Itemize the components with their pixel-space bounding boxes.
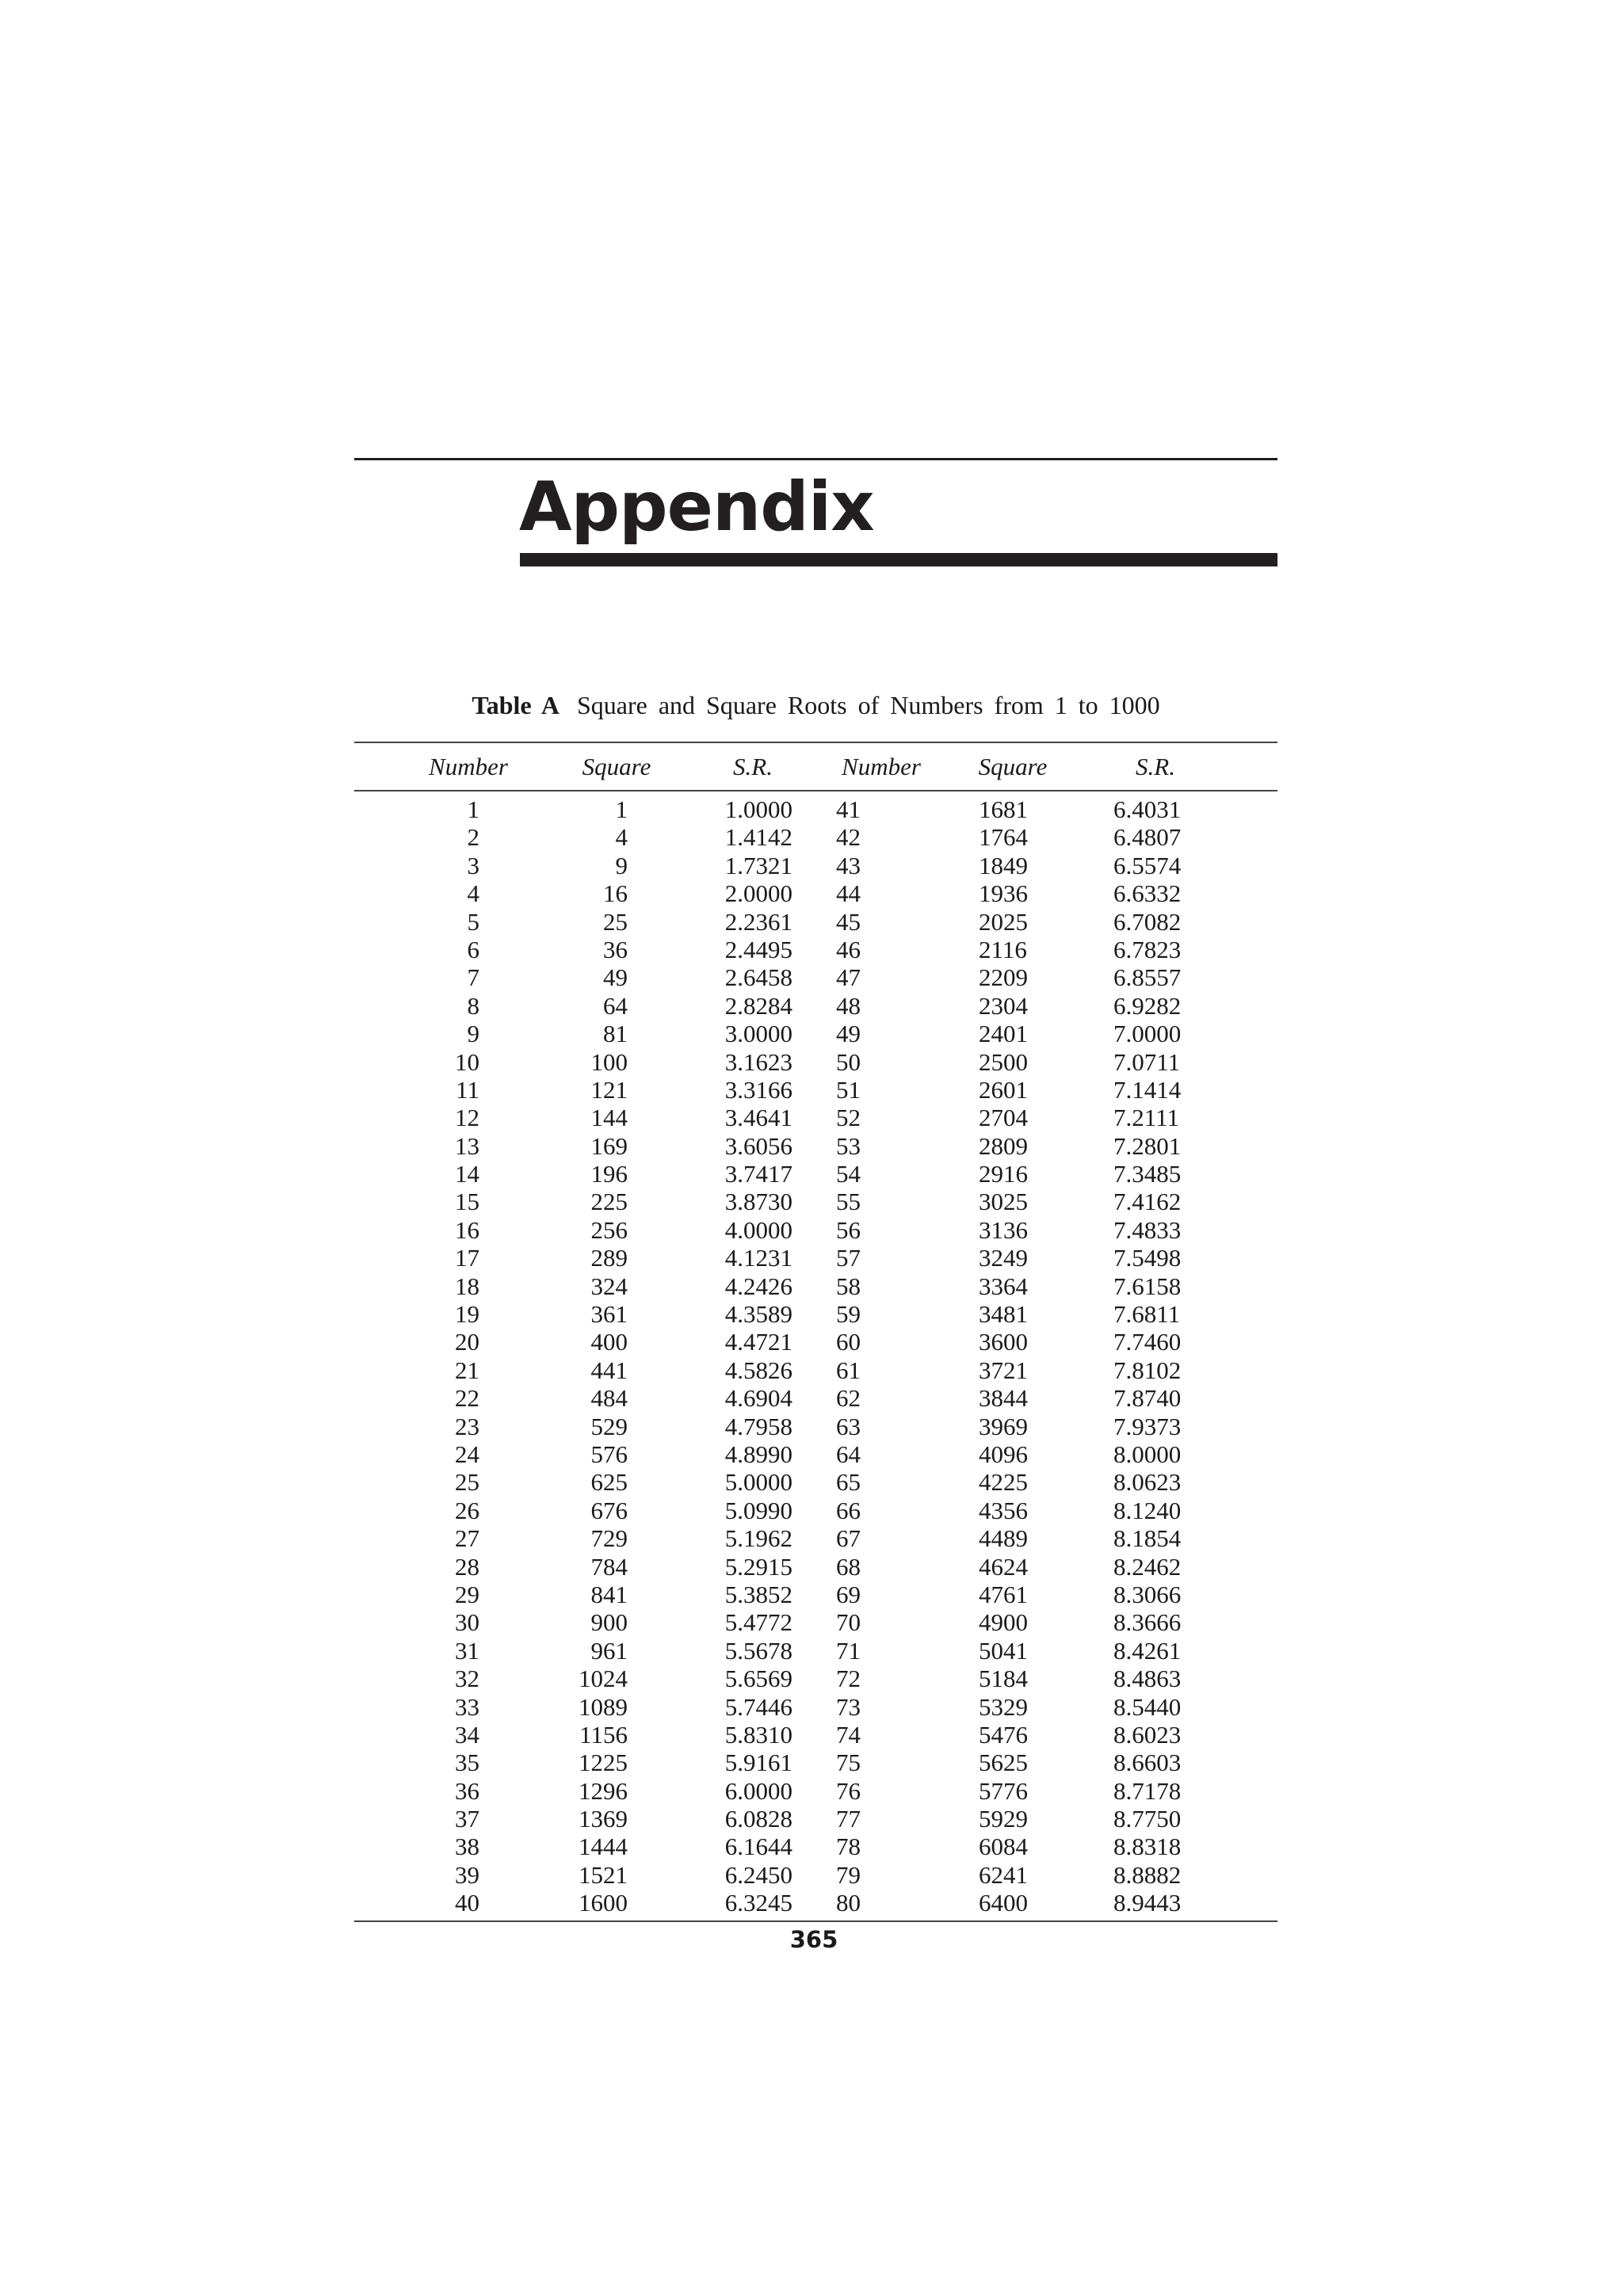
table-cell: 12 <box>455 1104 479 1132</box>
table-cell: 2 <box>467 823 479 852</box>
table-cell: 4096 <box>979 1440 1028 1468</box>
table-cell: 3 <box>467 851 479 879</box>
table-cell: 225 <box>590 1188 628 1216</box>
table-cell: 48 <box>836 991 861 1020</box>
table-cell: 484 <box>590 1384 628 1413</box>
table-cell: 8.7750 <box>1113 1805 1182 1833</box>
table-cell: 4356 <box>979 1496 1028 1524</box>
table-cell: 33 <box>455 1692 479 1721</box>
header-square-2: Square <box>978 753 1048 780</box>
header-number-1: Number <box>429 753 508 780</box>
table-cell: 35 <box>455 1749 479 1777</box>
table-cell: 7.4833 <box>1113 1215 1182 1244</box>
table-cell: 8.0000 <box>1113 1440 1182 1468</box>
table-cell: 6400 <box>979 1889 1028 1917</box>
table-cell: 25 <box>455 1468 479 1497</box>
table-cell: 8.4261 <box>1113 1636 1182 1665</box>
table-cell: 1600 <box>579 1889 628 1917</box>
table-cell: 4.0000 <box>724 1215 792 1244</box>
table-cell: 7.2801 <box>1113 1131 1182 1160</box>
table-cell: 7.8102 <box>1113 1356 1182 1384</box>
table-cell: 1.4142 <box>724 823 792 852</box>
table-cell: 2025 <box>979 907 1028 936</box>
table-cell: 6.7082 <box>1113 907 1182 936</box>
table-cell: 2916 <box>979 1160 1028 1188</box>
table-cell: 1225 <box>579 1749 628 1777</box>
table-cell: 1369 <box>579 1805 628 1833</box>
table-cell: 32 <box>455 1665 479 1693</box>
table-cell: 30 <box>455 1608 479 1637</box>
table-cell: 5.4772 <box>724 1608 792 1637</box>
table-cell: 63 <box>836 1412 861 1440</box>
table-cell: 7.2111 <box>1113 1104 1179 1132</box>
table-cell: 7.5498 <box>1113 1244 1182 1272</box>
table-cell: 3969 <box>979 1412 1028 1440</box>
table-cell: 6 <box>467 935 479 963</box>
table-cell: 26 <box>455 1496 479 1524</box>
table-cell: 8.2462 <box>1113 1552 1182 1581</box>
table-cell: 34 <box>455 1720 479 1749</box>
table-cell: 8.0623 <box>1113 1468 1182 1497</box>
table-cell: 2.0000 <box>724 879 792 908</box>
table-cell: 4.4721 <box>724 1328 792 1356</box>
table-cell: 16 <box>603 879 628 908</box>
table-cell: 1089 <box>579 1692 628 1721</box>
table-cell: 8.6023 <box>1113 1720 1182 1749</box>
table-cell: 4 <box>615 823 628 852</box>
table-cell: 8.9443 <box>1113 1889 1182 1917</box>
table-cell: 3844 <box>979 1384 1028 1413</box>
table-cell: 5.0990 <box>724 1496 792 1524</box>
table-cell: 8.8318 <box>1113 1833 1182 1861</box>
table-cell: 1849 <box>979 851 1028 879</box>
table-cell: 42 <box>836 823 861 852</box>
column-number-1 <box>432 795 479 1917</box>
table-cell: 2.8284 <box>724 991 792 1020</box>
table-cell: 196 <box>590 1160 628 1188</box>
table-cell: 9 <box>467 1020 479 1048</box>
table-caption-text: Square and Square Roots of Numbers from 1 to 1000 <box>576 691 1160 719</box>
table-cell: 5184 <box>979 1665 1028 1693</box>
table-cell: 5776 <box>979 1776 1028 1805</box>
table-cell: 8.6603 <box>1113 1749 1182 1777</box>
table-cell: 144 <box>590 1104 628 1132</box>
header-square-1: Square <box>582 753 651 780</box>
table-cell: 2.6458 <box>724 963 792 992</box>
table-cell: 7.6811 <box>1113 1300 1181 1329</box>
table-cell: 1.7321 <box>724 851 792 879</box>
table-cell: 289 <box>590 1244 628 1272</box>
table-cell: 43 <box>836 851 861 879</box>
table-cell: 8.7178 <box>1113 1776 1182 1805</box>
table-cell: 9 <box>615 851 628 879</box>
table-cell: 24 <box>455 1440 479 1468</box>
table-cell: 100 <box>590 1047 628 1076</box>
table-cell: 7.3485 <box>1113 1160 1182 1188</box>
table-cell: 8.3066 <box>1113 1580 1182 1608</box>
table-cell: 65 <box>836 1468 861 1497</box>
table-cell: 6.8557 <box>1113 963 1182 992</box>
table-cell: 2809 <box>979 1131 1028 1160</box>
table-cell: 37 <box>455 1805 479 1833</box>
table-cell: 3.0000 <box>724 1020 792 1048</box>
table-cell: 961 <box>590 1636 628 1665</box>
table-cell: 13 <box>455 1131 479 1160</box>
table-cell: 10 <box>455 1047 479 1076</box>
table-cell: 3.3166 <box>724 1075 792 1104</box>
table-cell: 4900 <box>979 1608 1028 1637</box>
table-cell: 3.7417 <box>724 1160 792 1188</box>
table-cell: 6241 <box>979 1860 1028 1889</box>
table-cell: 6084 <box>979 1833 1028 1861</box>
table-cell: 36 <box>455 1776 479 1805</box>
table-cell: 46 <box>836 935 861 963</box>
table-cell: 6.2450 <box>724 1860 792 1889</box>
table-cell: 5.0000 <box>724 1468 792 1497</box>
table-bottom-rule <box>354 1920 1277 1922</box>
table-cell: 5.1962 <box>724 1524 792 1553</box>
table-cell: 7.4162 <box>1113 1188 1182 1216</box>
table-cell: 8.1240 <box>1113 1496 1182 1524</box>
table-cell: 60 <box>836 1328 861 1356</box>
table-cell: 3136 <box>979 1215 1028 1244</box>
table-cell: 1521 <box>579 1860 628 1889</box>
table-cell: 6.3245 <box>724 1889 792 1917</box>
table-cell: 74 <box>836 1720 861 1749</box>
table-cell: 79 <box>836 1860 861 1889</box>
table-cell: 3481 <box>979 1300 1028 1329</box>
table-cell: 8.8882 <box>1113 1860 1182 1889</box>
table-cell: 3.6056 <box>724 1131 792 1160</box>
table-cell: 1681 <box>979 795 1028 823</box>
table-cell: 900 <box>590 1608 628 1637</box>
table-cell: 1.0000 <box>724 795 792 823</box>
table-cell: 6.7823 <box>1113 935 1182 963</box>
table-cell: 73 <box>836 1692 861 1721</box>
table-cell: 72 <box>836 1665 861 1693</box>
table-cell: 20 <box>455 1328 479 1356</box>
header-sr-2: S.R. <box>1136 753 1175 780</box>
table-cell: 6.9282 <box>1113 991 1182 1020</box>
table-cell: 1 <box>467 795 479 823</box>
table-cell: 7.8740 <box>1113 1384 1182 1413</box>
table-cell: 25 <box>603 907 628 936</box>
table-cell: 5.5678 <box>724 1636 792 1665</box>
table-cell: 5041 <box>979 1636 1028 1665</box>
table-cell: 4.7958 <box>724 1412 792 1440</box>
table-cell: 40 <box>455 1889 479 1917</box>
table-cell: 7.0711 <box>1113 1047 1181 1076</box>
table-cell: 54 <box>836 1160 861 1188</box>
table-cell: 4.2426 <box>724 1272 792 1300</box>
table-cell: 6.0000 <box>724 1776 792 1805</box>
table-cell: 71 <box>836 1636 861 1665</box>
table-top-rule <box>354 742 1277 743</box>
table-cell: 11 <box>456 1075 479 1104</box>
table-cell: 2304 <box>979 991 1028 1020</box>
table-cell: 29 <box>455 1580 479 1608</box>
table-cell: 2.2361 <box>724 907 792 936</box>
table-cell: 3364 <box>979 1272 1028 1300</box>
table-cell: 14 <box>455 1160 479 1188</box>
table-cell: 39 <box>455 1860 479 1889</box>
table-cell: 3.8730 <box>724 1188 792 1216</box>
table-cell: 49 <box>836 1020 861 1048</box>
table-cell: 36 <box>603 935 628 963</box>
table-cell: 3249 <box>979 1244 1028 1272</box>
table-cell: 4.6904 <box>724 1384 792 1413</box>
table-cell: 57 <box>836 1244 861 1272</box>
table-cell: 5.9161 <box>724 1749 792 1777</box>
table-cell: 5329 <box>979 1692 1028 1721</box>
table-cell: 529 <box>590 1412 628 1440</box>
table-cell: 21 <box>455 1356 479 1384</box>
table-cell: 169 <box>590 1131 628 1160</box>
table-cell: 3721 <box>979 1356 1028 1384</box>
table-cell: 361 <box>590 1300 628 1329</box>
table-cell: 6.6332 <box>1113 879 1182 908</box>
table-cell: 8.4863 <box>1113 1665 1182 1693</box>
table-cell: 3.4641 <box>724 1104 792 1132</box>
table-cell: 324 <box>590 1272 628 1300</box>
table-cell: 58 <box>836 1272 861 1300</box>
table-cell: 1156 <box>579 1720 628 1749</box>
column-square-1 <box>555 795 628 1917</box>
table-cell: 7.1414 <box>1113 1075 1182 1104</box>
table-cell: 31 <box>455 1636 479 1665</box>
table-cell: 8.1854 <box>1113 1524 1182 1553</box>
table-cell: 256 <box>590 1215 628 1244</box>
table-cell: 15 <box>455 1188 479 1216</box>
table-cell: 1296 <box>579 1776 628 1805</box>
table-cell: 5476 <box>979 1720 1028 1749</box>
table-cell: 6.4807 <box>1113 823 1182 852</box>
table-cell: 16 <box>455 1215 479 1244</box>
table-cell: 1024 <box>579 1665 628 1693</box>
table-cell: 4.3589 <box>724 1300 792 1329</box>
table-cell: 5.8310 <box>724 1720 792 1749</box>
heading-bar <box>520 553 1277 566</box>
table-cell: 4489 <box>979 1524 1028 1553</box>
table-cell: 2209 <box>979 963 1028 992</box>
table-cell: 5.2915 <box>724 1552 792 1581</box>
table-cell: 784 <box>590 1552 628 1581</box>
table-cell: 17 <box>455 1244 479 1272</box>
table-cell: 2.4495 <box>724 935 792 963</box>
table-caption-label: Table A <box>472 691 559 719</box>
column-square-2 <box>979 795 1042 1917</box>
table-cell: 1 <box>615 795 628 823</box>
table-cell: 1444 <box>579 1833 628 1861</box>
table-cell: 2704 <box>979 1104 1028 1132</box>
table-cell: 61 <box>836 1356 861 1384</box>
top-rule <box>354 458 1277 460</box>
table-cell: 50 <box>836 1047 861 1076</box>
table-header-rule <box>354 790 1277 791</box>
table-caption <box>354 689 1277 721</box>
table-cell: 5 <box>467 907 479 936</box>
table-cell: 64 <box>603 991 628 1020</box>
table-cell: 3025 <box>979 1188 1028 1216</box>
table-cell: 4225 <box>979 1468 1028 1497</box>
table-cell: 676 <box>590 1496 628 1524</box>
table-cell: 77 <box>836 1805 861 1833</box>
table-cell: 66 <box>836 1496 861 1524</box>
table-cell: 53 <box>836 1131 861 1160</box>
header-sr-1: S.R. <box>733 753 773 780</box>
table-cell: 2401 <box>979 1020 1028 1048</box>
table-cell: 38 <box>455 1833 479 1861</box>
table-cell: 6.0828 <box>724 1805 792 1833</box>
table-cell: 45 <box>836 907 861 936</box>
table-cell: 6.4031 <box>1113 795 1182 823</box>
table-cell: 81 <box>603 1020 628 1048</box>
table-cell: 7.6158 <box>1113 1272 1182 1300</box>
table-cell: 41 <box>836 795 861 823</box>
table-cell: 5.7446 <box>724 1692 792 1721</box>
header-number-2: Number <box>842 753 921 780</box>
table-cell: 67 <box>836 1524 861 1553</box>
table-cell: 4.8990 <box>724 1440 792 1468</box>
table-cell: 4 <box>467 879 479 908</box>
table-cell: 56 <box>836 1215 861 1244</box>
table-cell: 625 <box>590 1468 628 1497</box>
table-cell: 6.1644 <box>724 1833 792 1861</box>
table-cell: 400 <box>590 1328 628 1356</box>
table-cell: 27 <box>455 1524 479 1553</box>
table-cell: 2601 <box>979 1075 1028 1104</box>
table-cell: 4.5826 <box>724 1356 792 1384</box>
table-cell: 576 <box>590 1440 628 1468</box>
column-sr-2 <box>1113 795 1209 1917</box>
table-cell: 729 <box>590 1524 628 1553</box>
table-cell: 5.3852 <box>724 1580 792 1608</box>
table-cell: 47 <box>836 963 861 992</box>
table-cell: 64 <box>836 1440 861 1468</box>
table-cell: 52 <box>836 1104 861 1132</box>
table-cell: 1936 <box>979 879 1028 908</box>
table-cell: 18 <box>455 1272 479 1300</box>
table-cell: 5.6569 <box>724 1665 792 1693</box>
table-cell: 7.7460 <box>1113 1328 1182 1356</box>
table-cell: 4624 <box>979 1552 1028 1581</box>
table-cell: 1764 <box>979 823 1028 852</box>
table-cell: 2116 <box>979 935 1027 963</box>
table-cell: 28 <box>455 1552 479 1581</box>
table-cell: 4.1231 <box>724 1244 792 1272</box>
table-cell: 3600 <box>979 1328 1028 1356</box>
table-cell: 5625 <box>979 1749 1028 1777</box>
column-number-2 <box>836 795 899 1917</box>
table-cell: 80 <box>836 1889 861 1917</box>
table-cell: 55 <box>836 1188 861 1216</box>
appendix-heading: Appendix <box>519 467 874 547</box>
table-cell: 8.5440 <box>1113 1692 1182 1721</box>
table-cell: 5929 <box>979 1805 1028 1833</box>
table-cell: 8 <box>467 991 479 1020</box>
table-cell: 62 <box>836 1384 861 1413</box>
page-number: 365 <box>789 1926 838 1953</box>
table-cell: 4761 <box>979 1580 1028 1608</box>
table-cell: 59 <box>836 1300 861 1329</box>
table-cell: 2500 <box>979 1047 1028 1076</box>
table-cell: 441 <box>590 1356 628 1384</box>
table-cell: 51 <box>836 1075 861 1104</box>
table-cell: 78 <box>836 1833 861 1861</box>
column-sr-1 <box>697 795 792 1917</box>
table-cell: 121 <box>590 1075 628 1104</box>
table-cell: 69 <box>836 1580 861 1608</box>
table-cell: 7 <box>467 963 479 992</box>
table-cell: 23 <box>455 1412 479 1440</box>
table-cell: 76 <box>836 1776 861 1805</box>
table-cell: 841 <box>590 1580 628 1608</box>
table-cell: 70 <box>836 1608 861 1637</box>
table-cell: 49 <box>603 963 628 992</box>
table-cell: 22 <box>455 1384 479 1413</box>
table-cell: 19 <box>455 1300 479 1329</box>
table-cell: 8.3666 <box>1113 1608 1182 1637</box>
table-cell: 7.9373 <box>1113 1412 1182 1440</box>
table-cell: 3.1623 <box>724 1047 792 1076</box>
table-cell: 7.0000 <box>1113 1020 1182 1048</box>
table-cell: 6.5574 <box>1113 851 1182 879</box>
table-cell: 68 <box>836 1552 861 1581</box>
table-cell: 44 <box>836 879 861 908</box>
table-cell: 75 <box>836 1749 861 1777</box>
